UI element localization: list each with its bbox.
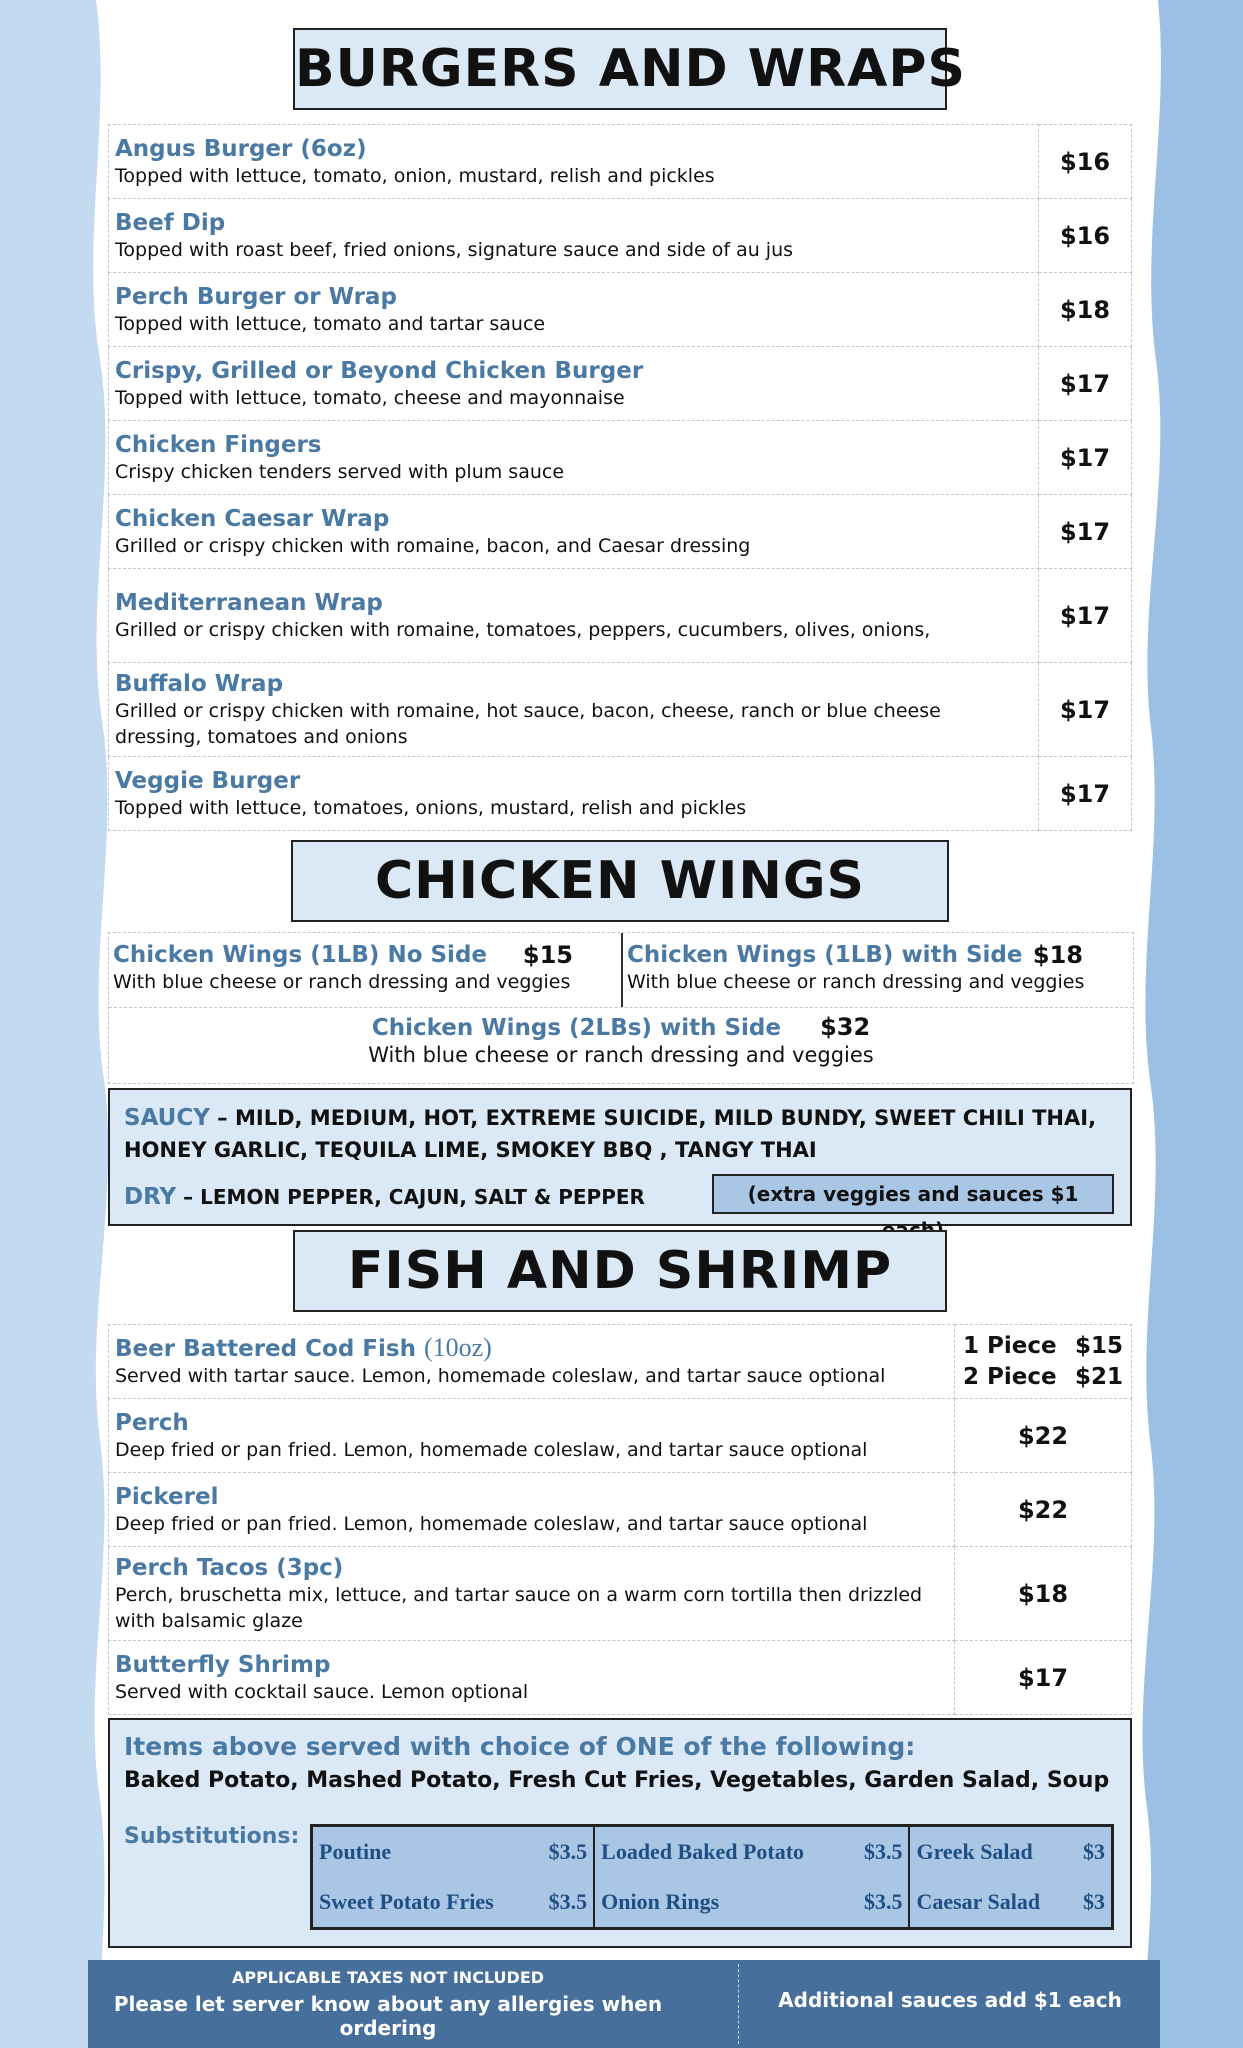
cod-2-piece-label: 2 Piece [963,1363,1057,1390]
wings-options [108,932,1134,1084]
menu-row [109,495,1132,569]
wing-item-name: Chicken Wings (1LB) with Side [627,942,1023,968]
sides-choices: Baked Potato, Mashed Potato, Fresh Cut Fries, Vegetables, Garden Salad, Soup [124,1768,1110,1793]
menu-row [109,273,1132,347]
menu-row [109,1399,1132,1473]
item-desc-line2: with balsamic glaze [115,1609,303,1632]
sides-heading: Items above served with choice of ONE of the following: [124,1732,916,1761]
footer [0,1960,1243,2048]
item-desc: Served with tartar sauce. Lemon, homemade coleslaw, and tartar sauce optional [115,1365,886,1387]
item-name: Pickerel [115,1483,219,1510]
item-name: Chicken Caesar Wrap [115,505,390,532]
item-desc: Crispy chicken tenders served with plum sauce [115,460,565,483]
item-price: $17 [1039,757,1132,831]
menu-row [109,125,1132,199]
item-name: Perch Burger or Wrap [115,283,397,310]
substitution-price: $3.5 [533,1826,594,1878]
item-desc: Topped with roast beef, fried onions, signature sauce and side of au jus [115,238,794,261]
item-desc-line2: dressing, tomatoes and onions [115,725,408,748]
dry-label: DRY [124,1184,177,1210]
wing-item-desc: With blue cheese or ranch dressing and veggies [627,971,1085,993]
extra-charge-note: (extra veggies and sauces $1 [712,1174,1114,1214]
item-name: Buffalo Wrap [115,670,284,697]
menu-row-cod [109,1325,1132,1399]
taxes-note: APPLICABLE TAXES NOT INCLUDED [231,1968,545,1987]
item-price: $17 [1039,421,1132,495]
wings-1lb-with-side [627,941,1127,995]
item-price: $17 [1039,569,1132,663]
substitution-name: Greek Salad [916,1839,1033,1864]
menu-row [109,663,1132,757]
item-desc: Perch, bruschetta mix, lettuce, and tartar sauce on a warm corn tortilla then drizzled [115,1583,923,1606]
item-price: $17 [955,1641,1132,1715]
item-name: Perch Tacos (3pc) [115,1554,344,1581]
dry-list: – LEMON PEPPER, CAJUN, SALT & PEPPER [176,1185,645,1209]
item-price: $17 [1039,347,1132,421]
item-name: Perch [115,1409,189,1436]
menu-row [109,1641,1132,1715]
wings-1lb-no-side [113,941,613,995]
menu-item-cell [109,757,1039,831]
menu-item-cell [109,1547,955,1641]
substitution-price: $3 [1083,1839,1105,1864]
wing-item-price: $18 [1032,941,1083,969]
item-price: $16 [1039,125,1132,199]
wing-item-desc: With blue cheese or ranch dressing and veggies [113,971,571,993]
menu-item-cell [109,1399,955,1473]
substitutions-table [310,1824,1114,1930]
cod-1-piece-price: $15 [1074,1332,1123,1359]
substitution-name: Onion Rings [601,1889,720,1914]
item-name: Beer Battered Cod Fish [115,1336,416,1362]
saucy-list-line1: – MILD, MEDIUM, HOT, EXTREME SUICIDE, MILD BUNDY, SWEET CHILI THAI, [209,1106,1097,1130]
item-desc: Topped with lettuce, tomato, onion, mustard, relish and pickles [115,164,715,187]
wing-item-desc: With blue cheese or ranch dressing and veggies [368,1043,874,1067]
substitution-price: $3.5 [849,1877,910,1929]
substitutions-label: Substitutions: [124,1824,300,1849]
substitution-name: Sweet Potato Fries [319,1889,494,1914]
sides-box [108,1718,1132,1948]
substitution-price: $3.5 [849,1826,910,1878]
item-price: $22 [955,1399,1132,1473]
item-desc: Served with cocktail sauce. Lemon optional [115,1680,529,1703]
wings-divider [621,933,623,1007]
menu-item-cell [109,495,1039,569]
item-name: Beef Dip [115,209,226,236]
substitution-name: Caesar Salad [916,1889,1041,1914]
wing-item-price: $32 [820,1013,871,1041]
burgers-section-title: BURGERS AND WRAPS [293,28,947,110]
menu-item-cell [109,347,1039,421]
item-desc: Topped with lettuce, tomato, cheese and mayonnaise [115,386,625,409]
item-price: $17 [1039,495,1132,569]
substitution-price: $3 [1083,1889,1105,1914]
item-price: $22 [955,1473,1132,1547]
item-price: $18 [955,1547,1132,1641]
menu-item-cell [109,569,1039,663]
substitution-price: $3.5 [533,1877,594,1929]
menu-item-cell [109,1641,955,1715]
menu-item-cell [109,1473,955,1547]
item-desc: Deep fried or pan fried. Lemon, homemade coleslaw, and tartar sauce optional [115,1512,868,1535]
item-name: Mediterranean Wrap [115,589,383,616]
wings-section-title: CHICKEN WINGS [291,840,949,922]
menu-row [109,1547,1132,1641]
wings-row-divider [109,1007,1133,1008]
item-name: Butterfly Shrimp [115,1651,331,1678]
item-name: Veggie Burger [115,767,301,794]
item-name: Crispy, Grilled or Beyond Chicken Burger [115,357,644,384]
menu-row [109,347,1132,421]
allergy-note: Please let server know about any allergies when ordering [113,1992,663,2040]
substitution-name: Poutine [319,1839,392,1864]
saucy-label: SAUCY [124,1105,210,1131]
menu-row [109,1473,1132,1547]
wing-item-name: Chicken Wings (2LBs) with Side [371,1015,781,1041]
footer-divider [738,1964,739,2044]
menu-row [109,757,1132,831]
item-desc: Grilled or crispy chicken with romaine, hot sauce, bacon, cheese, ranch or blue cheese [115,699,941,722]
sauces-note: Additional sauces add $1 each [778,1988,1122,2012]
sauce-options-box [108,1088,1132,1226]
item-desc: Grilled or crispy chicken with romaine, bacon, and Caesar dressing [115,534,751,557]
menu-row [109,199,1132,273]
menu-item-cell [109,421,1039,495]
saucy-list-line2: HONEY GARLIC, TEQUILA LIME, SMOKEY BBQ , TANGY THAI [124,1138,817,1162]
item-price: $18 [1039,273,1132,347]
menu-item-cell [109,125,1039,199]
cod-1-piece-label: 1 Piece [963,1332,1057,1359]
cod-2-piece-price: $21 [1074,1363,1123,1390]
menu-row [109,421,1132,495]
item-name: Angus Burger (6oz) [115,135,367,162]
item-price: $16 [1039,199,1132,273]
fish-table [108,1324,1132,1715]
substitution-row [312,1877,1113,1929]
substitution-row [312,1826,1113,1878]
substitution-name: Loaded Baked Potato [601,1839,805,1864]
menu-item-cell [109,663,1039,757]
item-desc: Grilled or crispy chicken with romaine, tomatoes, peppers, cucumbers, olives, onions, [115,618,931,641]
item-desc: Deep fried or pan fried. Lemon, homemade coleslaw, and tartar sauce optional [115,1438,868,1461]
burgers-table [108,124,1132,831]
fish-section-title: FISH AND SHRIMP [293,1230,947,1312]
wing-item-name: Chicken Wings (1LB) No Side [113,942,488,968]
item-price: $17 [1039,663,1132,757]
item-name: Chicken Fingers [115,431,322,458]
item-desc: Topped with lettuce, tomato and tartar sauce [115,312,546,335]
menu-item-cell [109,199,1039,273]
wings-2lb-with-side [109,1013,1133,1068]
item-desc: Topped with lettuce, tomatoes, onions, mustard, relish and pickles [115,796,747,819]
item-size: (10oz) [423,1333,492,1362]
wing-item-price: $15 [522,941,573,969]
menu-row [109,569,1132,663]
menu-item-cell [109,273,1039,347]
